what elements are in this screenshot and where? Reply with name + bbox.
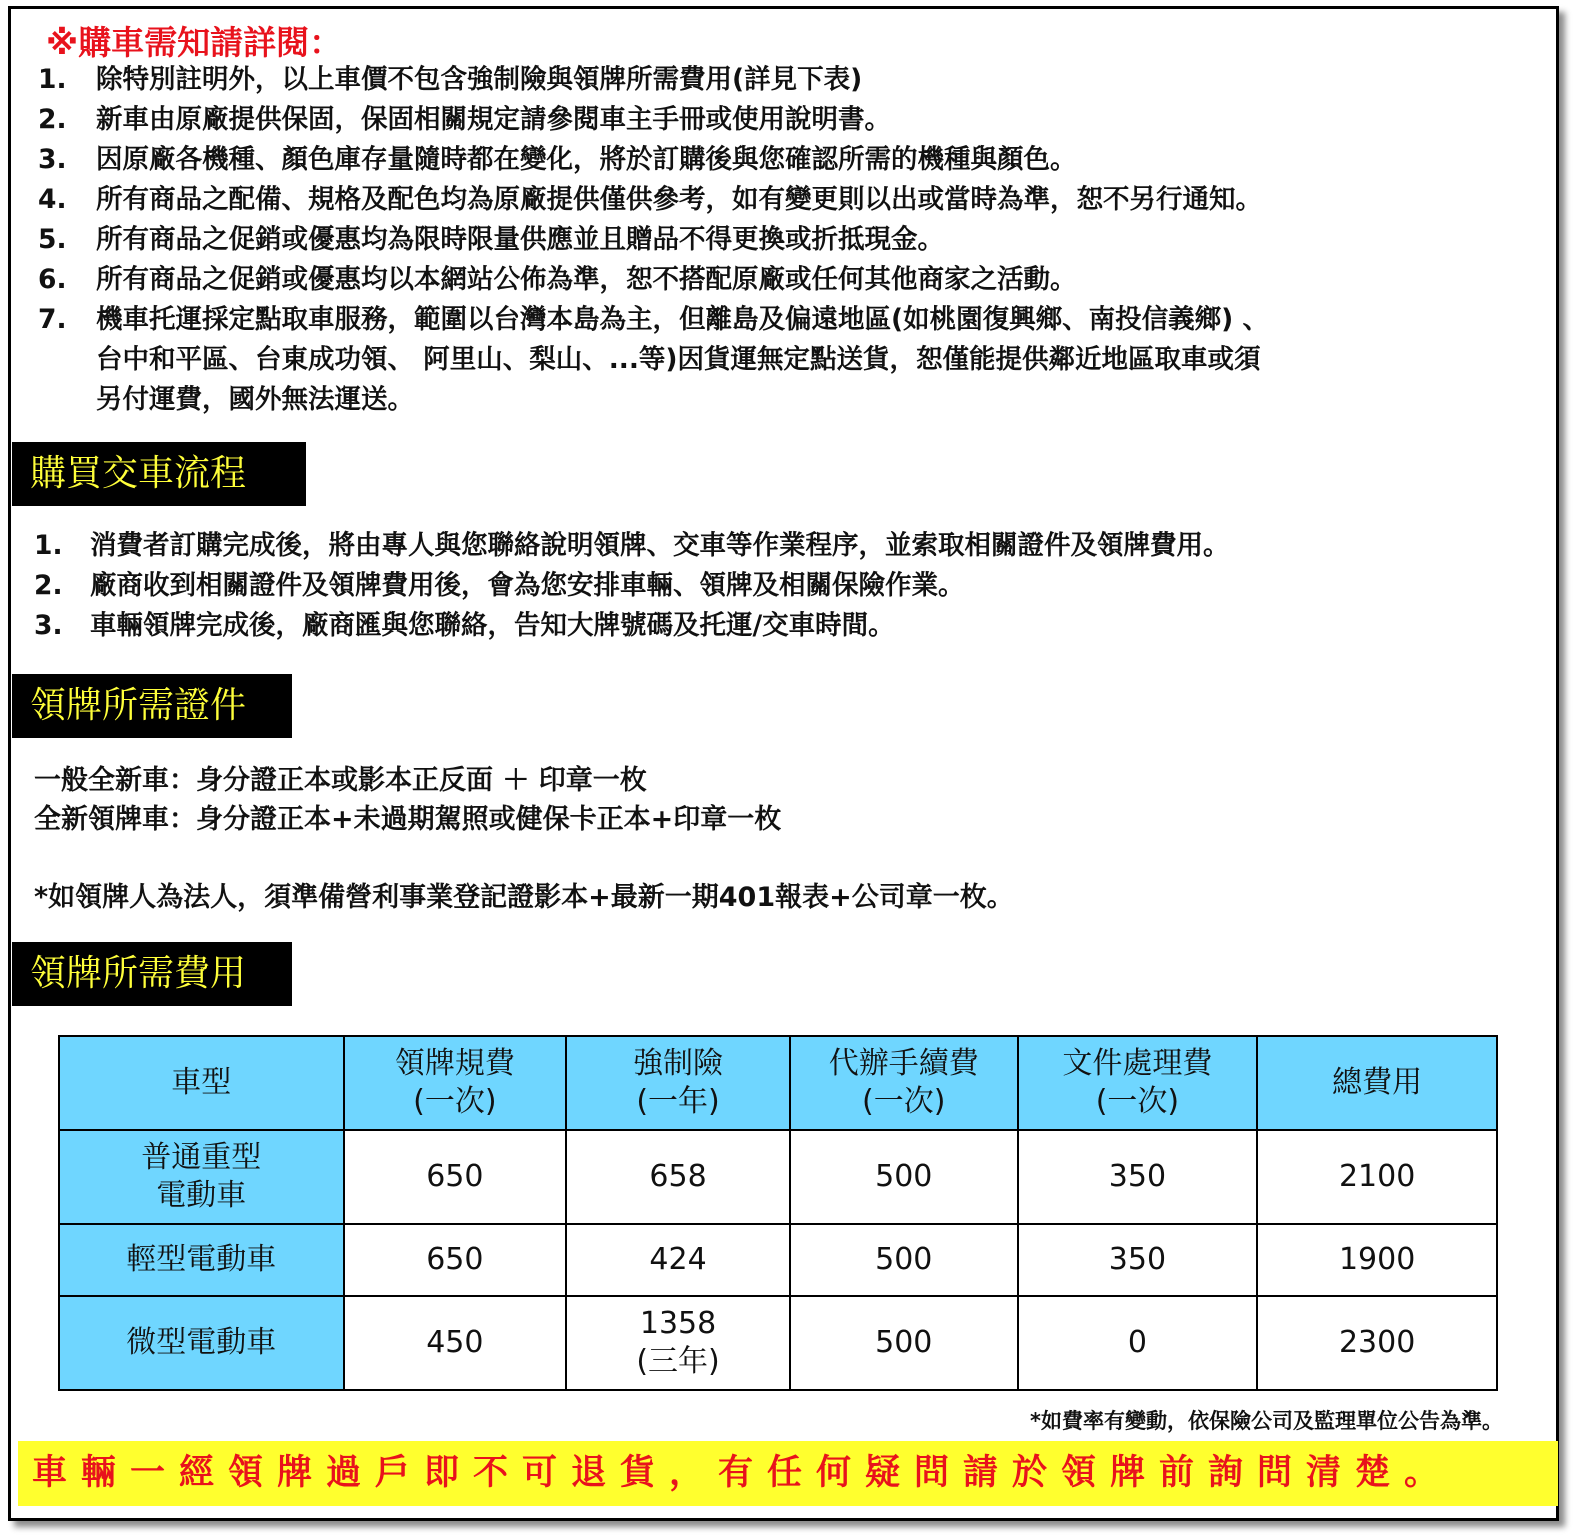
documents-corporate-note: *如領牌人為法人，須準備營利事業登記證影本+最新一期401報表+公司章一枚。: [34, 882, 1014, 913]
item-text-line-3: 另付運費，國外無法運送。: [96, 384, 414, 415]
item-number: 3.: [34, 610, 63, 641]
table-header-row: [59, 1036, 1497, 1130]
item-number: 2.: [38, 104, 67, 135]
item-number: 7.: [38, 304, 67, 335]
table-row: [59, 1130, 1497, 1224]
item-number: 1.: [34, 530, 63, 561]
list-item: [34, 566, 1554, 606]
item-text-line-1: 機車托運採定點取車服務，範圍以台灣本島為主，但離島及偏遠地區(如桃園復興鄉、南投信義鄉) 、: [96, 304, 1269, 335]
return-warning-banner: 車輛一經領牌過戶即不可退貨，有任何疑問請於領牌前詢問清楚。: [18, 1441, 1558, 1506]
cell-plate-fee: 650: [344, 1224, 567, 1296]
item-text-line-2: 台中和平區、台東成功領、 阿里山、梨山、...等)因貨運無定點送貨，恕僅能提供鄰近地區取車或須: [96, 344, 1261, 375]
item-number: 1.: [38, 64, 67, 95]
documents-general-new: 一般全新車：身分證正本或影本正反面 ＋ 印章一枚: [34, 765, 647, 796]
cell-agency-fee: 500: [790, 1296, 1018, 1390]
list-item: [38, 180, 1558, 220]
item-text: 除特別註明外，以上車價不包含強制險與領牌所需費用(詳見下表): [96, 64, 863, 95]
item-text: 所有商品之促銷或優惠均以本網站公佈為準，恕不搭配原廠或任何其他商家之活動。: [96, 264, 1077, 295]
cell-insurance: 1358 (三年): [566, 1296, 790, 1390]
section-title-documents: 領牌所需證件: [12, 674, 292, 738]
list-item: [38, 100, 1558, 140]
list-item: [34, 606, 1554, 646]
list-item: [38, 260, 1558, 300]
header-document-fee: 文件處理費 (一次): [1018, 1036, 1258, 1130]
item-number: 3.: [38, 144, 67, 175]
notice-list: [38, 60, 1558, 420]
list-item: [38, 300, 1558, 420]
list-item: [38, 140, 1558, 180]
item-text: 新車由原廠提供保固，保固相關規定請參閱車主手冊或使用說明書。: [96, 104, 891, 135]
cell-insurance: 424: [566, 1224, 790, 1296]
item-number: 4.: [38, 184, 67, 215]
header-plate-fee: 領牌規費 (一次): [344, 1036, 567, 1130]
cell-agency-fee: 500: [790, 1224, 1018, 1296]
item-text: 所有商品之促銷或優惠均為限時限量供應並且贈品不得更換或折抵現金。: [96, 224, 944, 255]
cell-plate-fee: 650: [344, 1130, 567, 1224]
header-agency-fee: 代辦手續費 (一次): [790, 1036, 1018, 1130]
table-row: [59, 1296, 1497, 1390]
cell-document-fee: 0: [1018, 1296, 1258, 1390]
notice-title: ※購車需知請詳閱：: [46, 23, 343, 62]
cell-total: 1900: [1257, 1224, 1497, 1296]
list-item: [34, 526, 1554, 566]
cell-vehicle-type: 普通重型 電動車: [59, 1130, 344, 1224]
section-title-process: 購買交車流程: [12, 442, 306, 506]
header-total: 總費用: [1257, 1036, 1497, 1130]
item-number: 5.: [38, 224, 67, 255]
cell-vehicle-type: 微型電動車: [59, 1296, 344, 1390]
item-number: 6.: [38, 264, 67, 295]
cell-document-fee: 350: [1018, 1130, 1258, 1224]
item-number: 2.: [34, 570, 63, 601]
item-text: 廠商收到相關證件及領牌費用後，會為您安排車輛、領牌及相關保險作業。: [90, 570, 965, 601]
cell-agency-fee: 500: [790, 1130, 1018, 1224]
process-list: [34, 526, 1554, 646]
fee-change-note: *如費率有變動，依保險公司及監理單位公告為準。: [1030, 1409, 1503, 1433]
documents-new-plate: 全新領牌車：身分證正本+未過期駕照或健保卡正本+印章一枚: [34, 804, 782, 835]
item-text: 消費者訂購完成後，將由專人與您聯絡說明領牌、交車等作業程序，並索取相關證件及領牌費用。: [90, 530, 1230, 561]
list-item: [38, 60, 1558, 100]
header-vehicle-type: 車型: [59, 1036, 344, 1130]
cell-insurance: 658: [566, 1130, 790, 1224]
cell-document-fee: 350: [1018, 1224, 1258, 1296]
item-text: 車輛領牌完成後，廠商匯與您聯絡，告知大牌號碼及托運/交車時間。: [90, 610, 895, 641]
cell-total: 2300: [1257, 1296, 1497, 1390]
item-text: 所有商品之配備、規格及配色均為原廠提供僅供參考，如有變更則以出或當時為準，恕不另行通知。: [96, 184, 1262, 215]
section-title-fees: 領牌所需費用: [12, 942, 292, 1006]
header-insurance: 強制險 (一年): [566, 1036, 790, 1130]
cell-plate-fee: 450: [344, 1296, 567, 1390]
item-text: 因原廠各機種、顏色庫存量隨時都在變化，將於訂購後與您確認所需的機種與顏色。: [96, 144, 1077, 175]
cell-total: 2100: [1257, 1130, 1497, 1224]
fees-table: [58, 1035, 1498, 1391]
cell-vehicle-type: 輕型電動車: [59, 1224, 344, 1296]
list-item: [38, 220, 1558, 260]
table-row: [59, 1224, 1497, 1296]
